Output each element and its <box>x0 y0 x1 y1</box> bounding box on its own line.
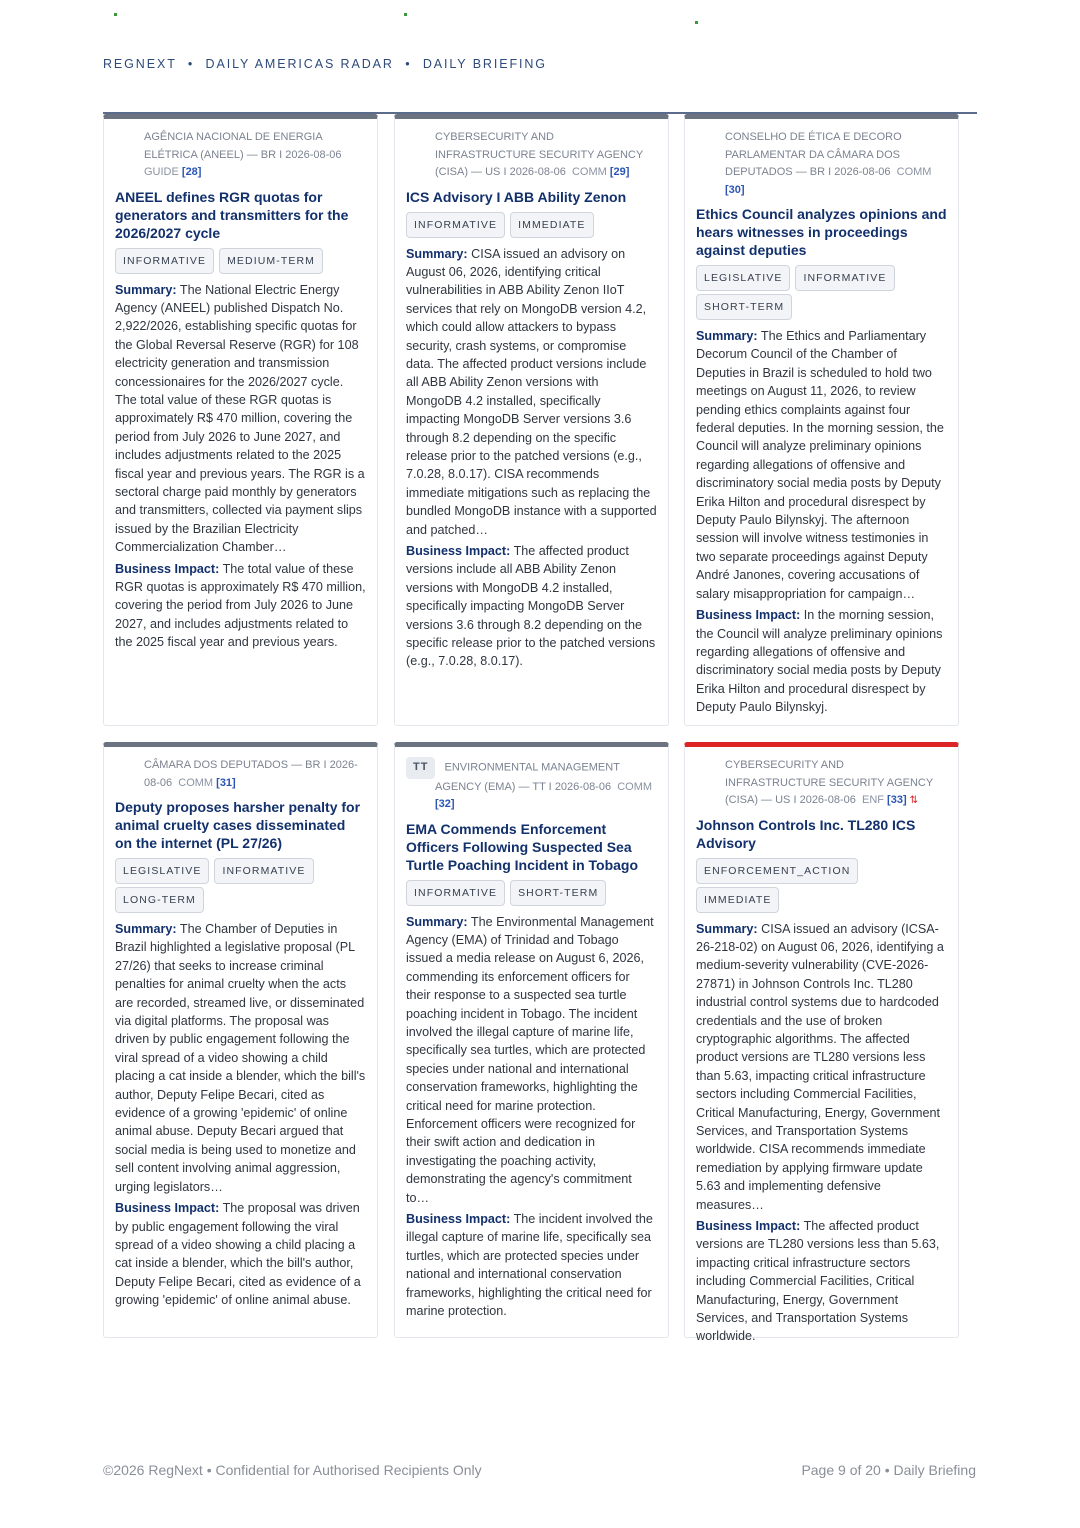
tag: IMMEDIATE <box>696 887 779 913</box>
card-meta <box>406 757 657 814</box>
card-summary <box>406 245 657 540</box>
impact-text: In the morning session, the Council will analyze preliminary opinions regarding allegations of offensive and discriminatory social media posts by Deputy Erika Hilton and procedural disrespect by Deputy Paulo Bilynskyj. <box>696 608 943 715</box>
card-tags <box>406 880 657 909</box>
impact-text: The affected product versions are TL280 versions less than 5.63, impacting critical infrastructure sectors including Commercial Facilities, Critical Manufacturing, Energy, Government Services, and Transportation Systems worldwide. <box>696 1219 940 1344</box>
header-doc: DAILY BRIEFING <box>422 57 547 71</box>
impact-label: Business Impact: <box>696 1219 801 1233</box>
card-ref-link[interactable]: [28] <box>181 166 202 178</box>
impact-label: Business Impact: <box>696 608 801 623</box>
card-title[interactable]: Ethics Council analyzes opinions and hears witnesses in proceedings against deputies <box>696 206 947 258</box>
card-impact <box>115 1199 366 1309</box>
briefing-card <box>394 742 669 1338</box>
card-summary <box>696 327 947 603</box>
summary-text: The Ethics and Parliamentary Decorum Council of the Chamber of Deputies in Brazil is scheduled to hold two meetings on August 11, 2026, to review pending ethics complaints against four federal deputies. In the morning session, the Council will analyze preliminary opinions regarding allegations of offensive and discriminatory social media posts by Deputy Erika Hilton and procedural disrespect by Deputy Paulo Bilynskyj. The afternoon session will involve witness testimonies in two separate proceedings against Deputy André Janones, covering accusations of salary misappropriation for campaign… <box>696 329 944 601</box>
summary-text: CISA issued an advisory (ICSA-26-218-02) on August 06, 2026, identifying a medium-severity vulnerability (CVE-2026-27871) in Johnson Controls Inc. TL280 industrial control systems due to hardcoded credentials and the use of broken cryptographic algorithms. The affected product versions are TL280 versions less than 5.63, impacting critical infrastructure sectors including Commercial Facilities, Critical Manufacturing, Energy, Government Services, and Transportation Systems worldwide. CISA recommends immediate remediation by applying firmware update 5.63 and implementing defensive measures… <box>696 921 944 1212</box>
summary-label: Summary: <box>696 921 758 936</box>
card-summary <box>115 920 366 1196</box>
speck <box>114 13 117 16</box>
header-product: DAILY AMERICAS RADAR <box>205 57 394 71</box>
briefing-card <box>684 742 959 1344</box>
card-impact <box>696 1217 947 1346</box>
card-source: CYBERSECURITY AND INFRASTRUCTURE SECURITY AGENCY (CISA) — US I <box>725 759 934 806</box>
card-impact <box>696 606 947 716</box>
briefing-card <box>103 114 378 726</box>
impact-label: Business Impact: <box>406 1212 511 1226</box>
summary-label: Summary: <box>406 246 468 261</box>
card-date: 2026-08-06 <box>834 166 891 178</box>
briefing-card <box>103 742 378 1338</box>
header-separator: • <box>187 57 195 71</box>
card-date: 2026-08-06 <box>509 166 566 178</box>
card-category: COMM <box>617 780 653 793</box>
impact-text: The incident involved the illegal capture of marine life, specifically sea turtles, which are protected species under national and international conservation frameworks, highlighting the critical need for marine protection. <box>406 1212 653 1319</box>
card-ref-link[interactable]: [31] <box>216 776 236 789</box>
decorative-specks <box>0 0 1080 40</box>
impact-text: The proposal was driven by public engagement following the viral spread of a video showing a child placing a cat inside a blender, which the bill's author, Deputy Felipe Becari, cited as evidence of a growing 'epidemic' of online animal abuse. <box>115 1201 361 1308</box>
tag: INFORMATIVE <box>214 858 313 884</box>
card-source: ENVIRONMENTAL MANAGEMENT AGENCY (EMA) — TT I <box>435 761 620 793</box>
card-ref-link[interactable]: [30] <box>725 183 745 196</box>
tag: MEDIUM-TERM <box>219 248 323 274</box>
card-category: ENF <box>861 794 884 806</box>
summary-text: The Chamber of Deputies in Brazil highlighted a legislative proposal (PL 27/26) that seeks to increase criminal penalties for animal cruelty when the acts are recorded, streamed live, or disseminated via digital platforms. The proposal was driven by public engagement following the viral spread of a video showing a child placing a cat inside a blender, which the bill's author, Deputy Felipe Becari, cited as evidence of a growing 'epidemic' of online animal abuse. Deputy Becari argued that social media is being used to monetize and sell content involving animal aggression, urging legislators… <box>115 922 366 1194</box>
tag: IMMEDIATE <box>510 212 593 238</box>
summary-text: CISA issued an advisory on August 06, 2026, identifying critical vulnerabilities in ABB Ability Zenon IIoT services that rely on MongoDB version 4.2, which could allow attackers to bypass security, crash systems, or compromise data. The affected product versions include all ABB Ability Zenon versions with MongoDB 4.2 installed, specifically impacting MongoDB Server versions 3.6 through 8.2 depending on the specific release prior to the patched versions (e.g., 7.0.28, 8.0.17). CISA recommends immediate mitigations such as replacing the bundled MongoDB instance with a supported and patched… <box>406 246 657 537</box>
card-title[interactable]: ICS Advisory I ABB Ability Zenon <box>406 188 627 205</box>
running-header <box>103 57 547 71</box>
tag: INFORMATIVE <box>795 265 894 291</box>
card-ref-link[interactable]: [32] <box>435 798 455 810</box>
card-summary <box>696 920 947 1215</box>
card-category: COMM <box>896 166 932 178</box>
summary-text: The National Electric Energy Agency (ANEEL) published Dispatch No. 2,922/2026, establishing specific quotas for the Global Reversal Reserve (RGR) for 108 electricity generation and transmission concessionaires for the 2026/2027 cycle. The total value of these RGR quotas is approximately R$ 470 million, covering the period from July 2026 to June 2027, and includes adjustments related to the 2025 fiscal year and previous years. The RGR is a sectoral charge paid monthly by generators and transmitters, collected via payment slips issued by the Brazilian Electricity Commercialization Chamber… <box>115 282 365 555</box>
card-title[interactable]: EMA Commends Enforcement Officers Following Suspected Sea Turtle Poaching Incident in Tobago <box>406 820 639 873</box>
card-meta <box>406 129 657 182</box>
tag: LEGISLATIVE <box>696 265 790 291</box>
card-title[interactable]: Deputy proposes harsher penalty for animal cruelty cases disseminated on the internet (PL 27/26) <box>115 799 361 851</box>
card-ref-link[interactable]: [33] <box>887 794 907 806</box>
card-source: CÂMARA DOS DEPUTADOS — BR I <box>144 759 327 771</box>
card-impact <box>406 542 657 671</box>
impact-label: Business Impact: <box>406 544 511 558</box>
card-category: GUIDE <box>144 166 179 178</box>
card-tags <box>115 248 366 277</box>
card-summary <box>115 281 366 557</box>
card-category: COMM <box>571 166 607 178</box>
impact-label: Business Impact: <box>115 1201 220 1216</box>
header-separator: • <box>405 57 412 71</box>
summary-label: Summary: <box>115 922 177 936</box>
card-source: CYBERSECURITY AND INFRASTRUCTURE SECURITY AGENCY (CISA) — US I <box>435 131 644 178</box>
impact-text: The affected product versions include all ABB Ability Zenon versions with MongoDB 4.2 installed, specifically impacting MongoDB Server versions 3.6 through 8.2 depending on the specific release prior to the patched versions (e.g., 7.0.28, 8.0.17). <box>406 544 656 669</box>
speck <box>404 13 407 16</box>
card-title[interactable]: ANEEL defines RGR quotas for generators and transmitters for the 2026/2027 cycle <box>115 188 349 241</box>
card-date: 2026-08-06 <box>799 794 856 806</box>
impact-label: Business Impact: <box>115 561 220 576</box>
card-tags <box>115 858 366 916</box>
tag: SHORT-TERM <box>696 294 792 320</box>
summary-text: The Environmental Management Agency (EMA) of Trinidad and Tobago issued a media release on August 6, 2026, commending its enforcement officers for their response to a suspected sea turtle poaching incident in Tobago. The incident involved the illegal capture of marine life, specifically sea turtles, which are protected species under national and international conservation frameworks, highlighting the critical need for marine protection. Enforcement officers were recognized for their swift action and dedication in investigating the poaching activity, demonstrating the agency's commitment to… <box>406 914 654 1205</box>
card-tags <box>696 265 947 323</box>
briefing-card <box>684 114 959 726</box>
tag: LEGISLATIVE <box>115 858 209 884</box>
card-source: AGÊNCIA NACIONAL DE ENERGIA ELÉTRICA (ANEEL) — BR I <box>144 131 323 161</box>
card-date: 2026-08-06 <box>144 759 358 789</box>
card-tags <box>406 212 657 241</box>
footer-page-info: Page 9 of 20 • Daily Briefing <box>801 1462 976 1478</box>
card-source: CONSELHO DE ÉTICA E DECORO PARLAMENTAR DA CÂMARA DOS DEPUTADOS — BR I <box>725 131 902 178</box>
card-tags <box>696 858 947 916</box>
card-meta <box>696 129 947 199</box>
summary-label: Summary: <box>406 914 468 929</box>
priority-flag-icon: ⇅ <box>909 795 919 806</box>
header-brand: REGNEXT <box>103 57 177 71</box>
tag: INFORMATIVE <box>406 880 505 906</box>
card-summary <box>406 913 657 1208</box>
tag: SHORT-TERM <box>510 880 606 906</box>
card-meta <box>115 129 366 182</box>
card-date: 2026-08-06 <box>554 780 612 793</box>
card-title[interactable]: Johnson Controls Inc. TL280 ICS Advisory <box>696 816 916 851</box>
speck <box>695 21 698 24</box>
tag: ENFORCEMENT_ACTION <box>696 858 858 884</box>
card-meta <box>696 757 947 810</box>
card-meta <box>115 757 366 792</box>
card-date: 2026-08-06 <box>285 148 342 161</box>
country-badge: TT <box>406 757 435 779</box>
footer-copyright: ©2026 RegNext • Confidential for Authorised Recipients Only <box>103 1462 482 1478</box>
card-impact <box>406 1210 657 1320</box>
tag: INFORMATIVE <box>115 248 214 274</box>
summary-label: Summary: <box>115 282 177 297</box>
tag: INFORMATIVE <box>406 212 505 238</box>
card-impact <box>115 560 366 652</box>
tag: LONG-TERM <box>115 887 204 913</box>
card-category: COMM <box>178 776 214 789</box>
impact-text: The total value of these RGR quotas is approximately R$ 470 million, covering the period from July 2026 to June 2027, and includes adjustments related to the 2025 fiscal year and previous years. <box>115 561 366 650</box>
summary-label: Summary: <box>696 329 758 343</box>
briefing-card <box>394 114 669 726</box>
card-ref-link[interactable]: [29] <box>609 166 630 178</box>
